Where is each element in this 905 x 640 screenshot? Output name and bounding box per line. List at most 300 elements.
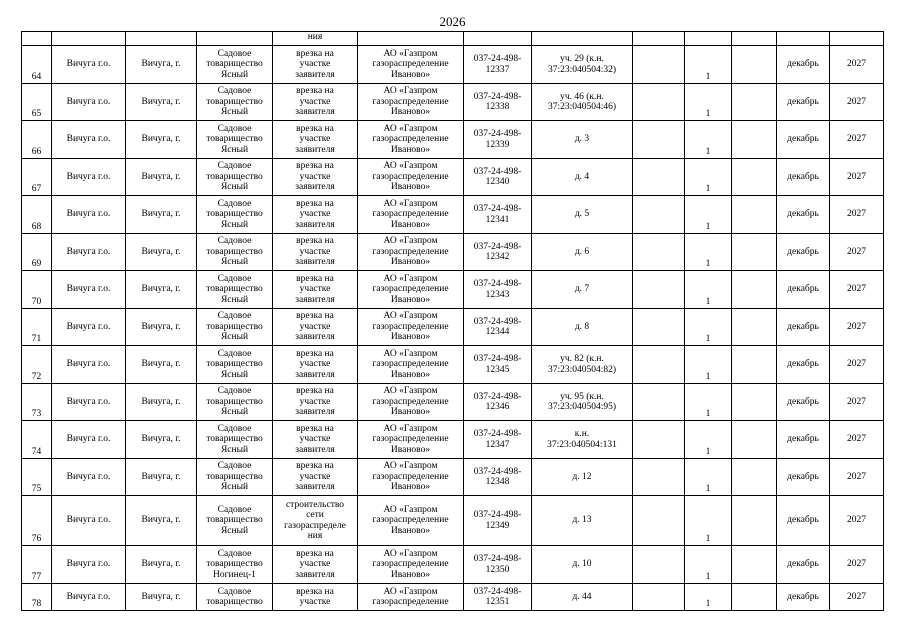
- code-line: 12338: [485, 102, 510, 112]
- table-body: [22, 32, 884, 611]
- object-cell: [197, 384, 273, 421]
- object-line: Ясный: [220, 482, 249, 493]
- year-cell: 2027: [830, 421, 884, 459]
- work-type-cell: [273, 121, 358, 159]
- month-cell: декабрь: [777, 84, 830, 121]
- code-line: 12341: [485, 214, 510, 225]
- empty-cell: [732, 121, 777, 159]
- work-type-cell: [273, 196, 358, 234]
- work-line: участке: [299, 434, 331, 445]
- object-line: Садовое: [217, 423, 252, 434]
- application-code-cell: [464, 196, 532, 234]
- month-cell: декабрь: [777, 271, 830, 309]
- town-cell: Вичуга, г.: [126, 84, 197, 121]
- work-line: участке: [299, 284, 331, 295]
- org-line: Иваново»: [390, 332, 431, 343]
- object-line: товарищество: [206, 171, 263, 182]
- address-line: д. 3: [574, 134, 590, 145]
- row-number-cell: 65: [22, 84, 52, 121]
- work-line: заявителя: [295, 569, 335, 580]
- org-line: газораспределение: [372, 59, 449, 70]
- district-cell: Вичуга г.о.: [52, 159, 126, 196]
- month-cell: декабрь: [777, 159, 830, 196]
- district-cell: Вичуга г.о.: [52, 121, 126, 159]
- org-line: АО «Газпром: [383, 348, 438, 359]
- work-line: заявителя: [295, 444, 335, 455]
- address-cell: [532, 421, 633, 459]
- application-code-cell: [464, 546, 532, 584]
- organization-cell: [358, 84, 464, 121]
- org-line: Иваново»: [390, 144, 431, 155]
- object-line: Садовое: [217, 311, 252, 322]
- row-number-cell: 71: [22, 309, 52, 346]
- object-line: товарищество: [206, 471, 263, 482]
- empty-cell: [732, 46, 777, 84]
- org-line: Иваново»: [390, 107, 431, 118]
- work-type-cell: [273, 546, 358, 584]
- address-line: 37:23:040504:82): [547, 364, 617, 375]
- code-line: 037-24-498-: [473, 279, 522, 289]
- town-cell: Вичуга, г.: [126, 384, 197, 421]
- work-line: участке: [299, 471, 331, 482]
- empty-cell: [732, 234, 777, 271]
- work-line: участке: [299, 396, 331, 407]
- empty-cell: [732, 496, 777, 546]
- empty-cell: [633, 309, 685, 346]
- district-cell: Вичуга г.о.: [52, 384, 126, 421]
- empty-cell: [633, 459, 685, 496]
- org-line: газораспределение: [372, 515, 449, 526]
- town-cell: Вичуга, г.: [126, 234, 197, 271]
- address-line: д. 5: [574, 209, 590, 220]
- quantity-cell: 1: [685, 121, 732, 159]
- work-line: врезка на: [296, 273, 334, 284]
- address-cell: [532, 84, 633, 121]
- row-number-cell: 75: [22, 459, 52, 496]
- address-cell: [532, 346, 633, 384]
- work-type-cell: [273, 46, 358, 84]
- org-line: Иваново»: [390, 182, 431, 193]
- empty-cell: [732, 384, 777, 421]
- address-line: 37:23:040504:131: [547, 439, 617, 450]
- table-row: [22, 459, 884, 496]
- month-cell: декабрь: [777, 121, 830, 159]
- code-line: 12339: [485, 139, 510, 150]
- month-cell: декабрь: [777, 196, 830, 234]
- org-line: газораспределение: [372, 396, 449, 407]
- district-cell: Вичуга г.о.: [52, 584, 126, 611]
- row-number-cell: 78: [22, 584, 52, 611]
- work-type-cell: [273, 496, 358, 546]
- object-line: товарищество: [206, 209, 263, 220]
- object-line: Садовое: [217, 86, 252, 97]
- work-line: врезка на: [296, 423, 334, 434]
- org-line: АО «Газпром: [383, 586, 438, 597]
- district-cell: Вичуга г.о.: [52, 234, 126, 271]
- empty-cell: [732, 196, 777, 234]
- org-line: газораспределение: [372, 246, 449, 257]
- object-cell: [197, 196, 273, 234]
- town-cell: Вичуга, г.: [126, 271, 197, 309]
- object-line: Ясный: [220, 144, 249, 155]
- quantity-cell: 1: [685, 196, 732, 234]
- work-line: врезка на: [296, 586, 334, 597]
- address-line: д. 8: [574, 321, 590, 332]
- object-line: Садовое: [217, 161, 252, 172]
- application-code-cell: [464, 271, 532, 309]
- table-row: [22, 309, 884, 346]
- work-type-cell: [273, 459, 358, 496]
- empty-cell: [633, 546, 685, 584]
- application-code-cell: [464, 496, 532, 546]
- application-code-cell: [464, 234, 532, 271]
- object-line: Ясный: [220, 332, 249, 343]
- code-line: 12342: [485, 252, 510, 262]
- year-cell: 2027: [830, 271, 884, 309]
- town-cell: Вичуга, г.: [126, 46, 197, 84]
- organization-cell: [358, 121, 464, 159]
- object-line: товарищество: [206, 284, 263, 295]
- quantity-cell: 1: [685, 159, 732, 196]
- address-cell: [532, 546, 633, 584]
- code-line: 037-24-498-: [473, 510, 522, 520]
- row-number-cell: 70: [22, 271, 52, 309]
- org-line: Иваново»: [390, 294, 431, 305]
- work-line: заявителя: [295, 107, 335, 118]
- work-type-cell: [273, 271, 358, 309]
- district-cell: Вичуга г.о.: [52, 546, 126, 584]
- work-type-cell: [273, 584, 358, 611]
- quantity-cell: 1: [685, 546, 732, 584]
- org-line: газораспределение: [372, 471, 449, 482]
- empty-cell: [633, 234, 685, 271]
- quantity-cell: 1: [685, 421, 732, 459]
- work-line: врезка на: [296, 348, 334, 359]
- org-line: АО «Газпром: [383, 123, 438, 134]
- year-cell: 2027: [830, 196, 884, 234]
- work-line: строительство: [285, 499, 345, 510]
- empty-cell: [633, 121, 685, 159]
- object-line: товарищество: [206, 246, 263, 257]
- object-line: Садовое: [217, 198, 252, 209]
- org-line: газораспределение: [372, 134, 449, 145]
- work-type-cell: [273, 159, 358, 196]
- object-line: Садовое: [217, 273, 252, 284]
- town-cell: Вичуга, г.: [126, 121, 197, 159]
- object-line: Ясный: [220, 369, 249, 380]
- object-line: Ногинец-1: [213, 569, 256, 580]
- row-number-cell: 64: [22, 46, 52, 84]
- work-line: сети: [306, 510, 324, 520]
- code-line: 037-24-498-: [473, 466, 522, 477]
- address-cell: [532, 159, 633, 196]
- quantity-cell: 1: [685, 309, 732, 346]
- org-line: газораспределение: [372, 321, 449, 332]
- empty-cell: [633, 496, 685, 546]
- code-line: 037-24-498-: [473, 204, 522, 214]
- address-line: д. 44: [572, 591, 592, 602]
- org-line: газораспределение: [372, 171, 449, 182]
- object-cell: [197, 84, 273, 121]
- table-row: [22, 346, 884, 384]
- work-line: заявителя: [295, 219, 335, 230]
- work-type-cell: [273, 384, 358, 421]
- work-line: участке: [299, 134, 331, 145]
- address-cell: [532, 496, 633, 546]
- organization-cell: [358, 159, 464, 196]
- code-line: 12344: [485, 327, 510, 337]
- org-line: газораспределение: [372, 284, 449, 295]
- org-line: АО «Газпром: [383, 548, 438, 559]
- org-line: Иваново»: [390, 69, 431, 80]
- organization-cell: [358, 46, 464, 84]
- org-line: АО «Газпром: [383, 198, 438, 209]
- object-cell: [197, 346, 273, 384]
- district-cell: Вичуга г.о.: [52, 459, 126, 496]
- object-cell: [197, 159, 273, 196]
- code-line: 12351: [485, 597, 510, 607]
- object-line: Садовое: [217, 548, 252, 559]
- month-cell: декабрь: [777, 459, 830, 496]
- code-line: 037-24-498-: [473, 54, 522, 64]
- address-cell: [532, 459, 633, 496]
- application-code-cell: [464, 309, 532, 346]
- code-line: 037-24-498-: [473, 316, 522, 327]
- address-line: д. 10: [572, 559, 592, 570]
- work-line: врезка на: [296, 198, 334, 209]
- object-line: Ясный: [220, 69, 249, 80]
- year-cell: 2027: [830, 309, 884, 346]
- object-cell: [197, 584, 273, 611]
- address-cell: [532, 271, 633, 309]
- object-cell: [197, 421, 273, 459]
- org-line: Иваново»: [390, 219, 431, 230]
- empty-cell: [633, 196, 685, 234]
- org-line: газораспределение: [372, 597, 449, 607]
- work-line: участке: [299, 321, 331, 332]
- table-row: [22, 546, 884, 584]
- org-line: АО «Газпром: [383, 386, 438, 397]
- application-code-cell: [464, 346, 532, 384]
- town-cell: Вичуга, г.: [126, 421, 197, 459]
- quantity-cell: 1: [685, 46, 732, 84]
- row-number-cell: 73: [22, 384, 52, 421]
- district-cell: Вичуга г.о.: [52, 346, 126, 384]
- district-cell: Вичуга г.о.: [52, 84, 126, 121]
- town-cell: Вичуга, г.: [126, 584, 197, 611]
- org-line: Иваново»: [390, 257, 431, 268]
- org-line: АО «Газпром: [383, 311, 438, 322]
- object-line: товарищество: [206, 59, 263, 70]
- org-line: Иваново»: [390, 569, 431, 580]
- town-cell: Вичуга, г.: [126, 159, 197, 196]
- year-cell: 2027: [830, 459, 884, 496]
- object-line: товарищество: [206, 597, 263, 607]
- work-type-cell: [273, 346, 358, 384]
- code-line: 037-24-498-: [473, 241, 522, 252]
- address-line: 37:23:040504:32): [547, 64, 617, 75]
- year-cell: 2027: [830, 234, 884, 271]
- table-row: [22, 234, 884, 271]
- quantity-cell: 1: [685, 271, 732, 309]
- quantity-cell: 1: [685, 384, 732, 421]
- work-line: заявителя: [295, 257, 335, 268]
- work-line: врезка на: [296, 48, 334, 59]
- table-row: [22, 271, 884, 309]
- work-type-cell: [273, 309, 358, 346]
- work-line: заявителя: [295, 482, 335, 493]
- code-line: 037-24-498-: [473, 391, 522, 402]
- town-cell: Вичуга, г.: [126, 309, 197, 346]
- code-line: 12350: [485, 564, 510, 575]
- empty-cell: [732, 309, 777, 346]
- table-row: [22, 584, 884, 611]
- object-line: товарищество: [206, 396, 263, 407]
- work-line: заявителя: [295, 144, 335, 155]
- code-line: 037-24-498-: [473, 554, 522, 564]
- month-cell: декабрь: [777, 496, 830, 546]
- empty-cell: [633, 584, 685, 611]
- address-line: к.н.: [574, 429, 590, 439]
- quantity-cell: 1: [685, 84, 732, 121]
- town-cell: Вичуга, г.: [126, 546, 197, 584]
- work-line: заявителя: [295, 407, 335, 418]
- year-cell: 2027: [830, 546, 884, 584]
- work-line: врезка на: [296, 236, 334, 247]
- year-cell: 2027: [830, 346, 884, 384]
- work-line: врезка на: [296, 461, 334, 472]
- address-line: 37:23:040504:95): [547, 402, 617, 412]
- code-line: 037-24-498-: [473, 166, 522, 177]
- application-code-cell: [464, 384, 532, 421]
- object-line: Садовое: [217, 348, 252, 359]
- work-line: участке: [299, 96, 331, 107]
- org-line: АО «Газпром: [383, 86, 438, 97]
- object-cell: [197, 121, 273, 159]
- address-line: уч. 46 (к.н.: [560, 91, 604, 102]
- year-cell: 2027: [830, 84, 884, 121]
- empty-cell: [633, 46, 685, 84]
- year-cell: 2027: [830, 384, 884, 421]
- address-line: д. 4: [574, 171, 590, 182]
- object-line: Садовое: [217, 586, 252, 597]
- address-cell: [532, 384, 633, 421]
- work-line: участке: [299, 209, 331, 220]
- object-line: Ясный: [220, 182, 249, 193]
- code-line: 12343: [485, 289, 510, 300]
- row-number-cell: 76: [22, 496, 52, 546]
- application-code-cell: [464, 46, 532, 84]
- row-number-cell: 72: [22, 346, 52, 384]
- address-line: 37:23:040504:46): [547, 102, 617, 112]
- row-number-cell: 69: [22, 234, 52, 271]
- object-cell: [197, 459, 273, 496]
- address-cell: [532, 196, 633, 234]
- object-cell: [197, 309, 273, 346]
- town-cell: Вичуга, г.: [126, 459, 197, 496]
- org-line: АО «Газпром: [383, 273, 438, 284]
- address-cell: [532, 584, 633, 611]
- organization-cell: [358, 234, 464, 271]
- work-line: врезка на: [296, 123, 334, 134]
- work-line: врезка на: [296, 386, 334, 397]
- object-line: товарищество: [206, 134, 263, 145]
- work-line: участке: [299, 597, 331, 607]
- org-line: Иваново»: [390, 482, 431, 493]
- org-line: газораспределение: [372, 96, 449, 107]
- month-cell: декабрь: [777, 234, 830, 271]
- empty-cell: [633, 384, 685, 421]
- address-line: уч. 29 (к.н.: [560, 54, 604, 64]
- code-line: 037-24-498-: [473, 129, 522, 139]
- month-cell: декабрь: [777, 421, 830, 459]
- org-line: Иваново»: [390, 525, 431, 536]
- code-line: 12347: [485, 439, 510, 450]
- district-cell: Вичуга г.о.: [52, 496, 126, 546]
- address-line: уч. 82 (к.н.: [560, 354, 604, 364]
- year-cell: 2027: [830, 121, 884, 159]
- table-row: [22, 159, 884, 196]
- object-line: Ясный: [220, 444, 249, 455]
- object-line: Садовое: [217, 123, 252, 134]
- organization-cell: [358, 421, 464, 459]
- table-row: [22, 46, 884, 84]
- month-cell: декабрь: [777, 384, 830, 421]
- empty-cell: [732, 84, 777, 121]
- continued-work-cell: ния: [273, 32, 358, 46]
- organization-cell: [358, 546, 464, 584]
- empty-cell: [732, 584, 777, 611]
- year-cell: 2027: [830, 496, 884, 546]
- object-line: товарищество: [206, 359, 263, 370]
- district-cell: Вичуга г.о.: [52, 196, 126, 234]
- object-line: Ясный: [220, 219, 249, 230]
- object-cell: [197, 271, 273, 309]
- code-line: 12348: [485, 477, 510, 487]
- work-schedule-table: [21, 31, 884, 611]
- quantity-cell: 1: [685, 496, 732, 546]
- org-line: АО «Газпром: [383, 236, 438, 247]
- empty-cell: [732, 271, 777, 309]
- org-line: АО «Газпром: [383, 504, 438, 515]
- org-line: Иваново»: [390, 444, 431, 455]
- year-cell: 2027: [830, 159, 884, 196]
- object-line: Садовое: [217, 461, 252, 472]
- work-line: заявителя: [295, 69, 335, 80]
- month-cell: декабрь: [777, 584, 830, 611]
- district-cell: Вичуга г.о.: [52, 46, 126, 84]
- address-line: д. 13: [572, 515, 592, 526]
- object-line: Садовое: [217, 386, 252, 397]
- object-cell: [197, 496, 273, 546]
- empty-cell: [633, 159, 685, 196]
- row-number-cell: 68: [22, 196, 52, 234]
- object-line: товарищество: [206, 559, 263, 570]
- code-line: 037-24-498-: [473, 586, 522, 597]
- object-line: товарищество: [206, 321, 263, 332]
- empty-cell: [633, 84, 685, 121]
- empty-cell: [732, 346, 777, 384]
- organization-cell: [358, 584, 464, 611]
- work-type-cell: [273, 84, 358, 121]
- address-cell: [532, 121, 633, 159]
- table-row: [22, 421, 884, 459]
- row-number-cell: 67: [22, 159, 52, 196]
- address-line: д. 7: [574, 284, 590, 295]
- org-line: газораспределение: [372, 434, 449, 445]
- month-cell: декабрь: [777, 346, 830, 384]
- address-cell: [532, 46, 633, 84]
